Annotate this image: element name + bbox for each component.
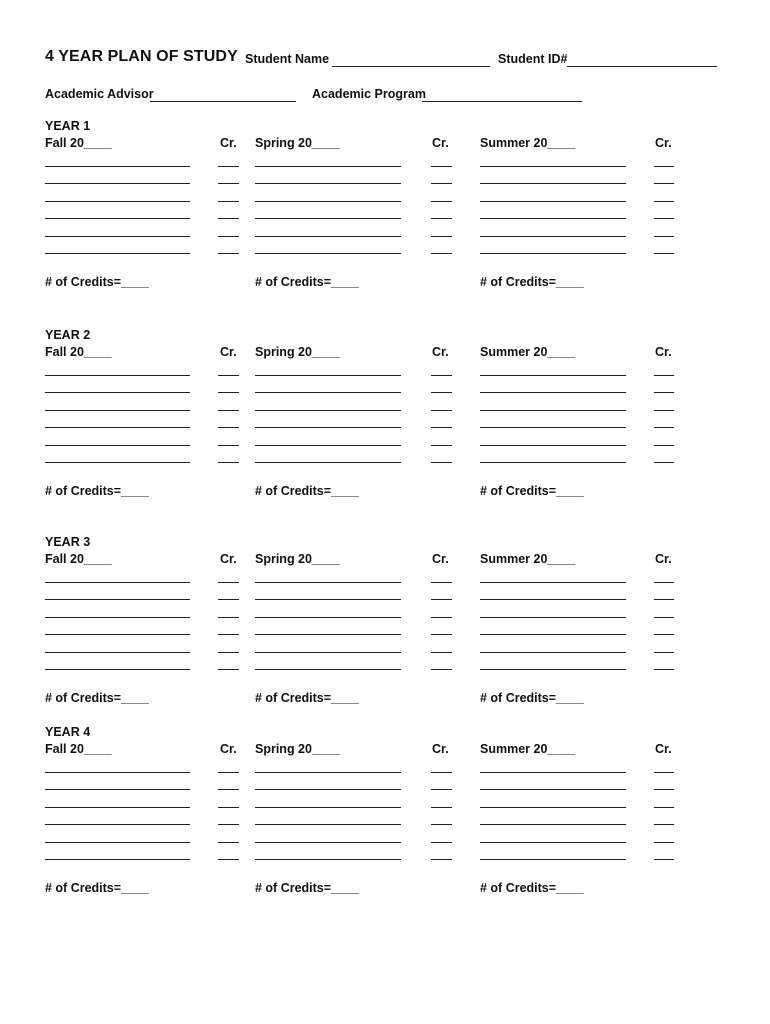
credit-line[interactable] [218, 807, 239, 808]
credit-line[interactable] [654, 634, 674, 635]
course-line[interactable] [45, 166, 190, 167]
course-line[interactable] [45, 617, 190, 618]
credit-line[interactable] [218, 772, 239, 773]
course-line[interactable] [45, 410, 190, 411]
course-line[interactable] [480, 392, 626, 393]
credits-total: # of Credits=____ [45, 484, 149, 498]
student-name-label: Student Name [245, 52, 330, 66]
credit-line[interactable] [654, 183, 674, 184]
credit-line[interactable] [218, 462, 239, 463]
credit-column-label: Cr. [220, 552, 237, 566]
course-line[interactable] [480, 772, 626, 773]
course-line[interactable] [45, 807, 190, 808]
year-label: YEAR 4 [45, 725, 91, 739]
program-field[interactable] [422, 101, 582, 102]
course-line[interactable] [45, 236, 190, 237]
course-line[interactable] [255, 462, 401, 463]
credit-line[interactable] [218, 183, 239, 184]
course-line[interactable] [45, 218, 190, 219]
credit-line[interactable] [218, 789, 239, 790]
credit-line[interactable] [654, 772, 674, 773]
credit-line[interactable] [654, 236, 674, 237]
course-line[interactable] [480, 669, 626, 670]
credit-line[interactable] [654, 582, 674, 583]
credit-line[interactable] [431, 669, 452, 670]
credit-line[interactable] [431, 236, 452, 237]
course-line[interactable] [255, 634, 401, 635]
course-line[interactable] [45, 183, 190, 184]
credit-line[interactable] [218, 392, 239, 393]
course-line[interactable] [45, 842, 190, 843]
course-line[interactable] [480, 183, 626, 184]
advisor-field[interactable] [150, 101, 296, 102]
course-line[interactable] [255, 218, 401, 219]
credit-column-label: Cr. [655, 742, 672, 756]
course-line[interactable] [45, 789, 190, 790]
credits-total: # of Credits=____ [45, 881, 149, 895]
student-id-label: Student ID# [498, 52, 568, 66]
credit-column-label: Cr. [655, 136, 672, 150]
course-line[interactable] [480, 201, 626, 202]
course-line[interactable] [45, 462, 190, 463]
credit-line[interactable] [431, 253, 452, 254]
credit-line[interactable] [218, 669, 239, 670]
term-label: Summer 20____ [480, 742, 576, 756]
credit-line[interactable] [654, 669, 674, 670]
course-line[interactable] [45, 669, 190, 670]
credit-line[interactable] [218, 201, 239, 202]
course-line[interactable] [255, 617, 401, 618]
credit-line[interactable] [431, 218, 452, 219]
course-line[interactable] [45, 445, 190, 446]
credit-line[interactable] [431, 634, 452, 635]
term-label: Summer 20____ [480, 552, 576, 566]
credit-line[interactable] [218, 617, 239, 618]
credit-column-label: Cr. [220, 345, 237, 359]
course-line[interactable] [255, 669, 401, 670]
credits-total: # of Credits=____ [255, 691, 359, 705]
course-line[interactable] [45, 824, 190, 825]
course-line[interactable] [480, 652, 626, 653]
course-line[interactable] [480, 253, 626, 254]
credits-total: # of Credits=____ [45, 275, 149, 289]
credit-line[interactable] [654, 201, 674, 202]
course-line[interactable] [255, 824, 401, 825]
credit-line[interactable] [218, 634, 239, 635]
course-line[interactable] [45, 427, 190, 428]
credits-total: # of Credits=____ [480, 881, 584, 895]
credit-line[interactable] [654, 218, 674, 219]
term-label: Spring 20____ [255, 742, 340, 756]
credit-line[interactable] [654, 253, 674, 254]
course-line[interactable] [45, 582, 190, 583]
credit-line[interactable] [431, 462, 452, 463]
credits-total: # of Credits=____ [255, 881, 359, 895]
course-line[interactable] [480, 427, 626, 428]
year-label: YEAR 2 [45, 328, 91, 342]
credit-line[interactable] [654, 859, 674, 860]
course-line[interactable] [45, 375, 190, 376]
course-line[interactable] [255, 183, 401, 184]
credit-line[interactable] [431, 410, 452, 411]
course-line[interactable] [255, 253, 401, 254]
credit-line[interactable] [654, 392, 674, 393]
course-line[interactable] [255, 652, 401, 653]
course-line[interactable] [480, 842, 626, 843]
credit-line[interactable] [431, 445, 452, 446]
student-name-field[interactable] [332, 66, 490, 67]
credit-line[interactable] [218, 253, 239, 254]
term-label: Spring 20____ [255, 136, 340, 150]
credit-line[interactable] [654, 824, 674, 825]
credit-line[interactable] [218, 445, 239, 446]
course-line[interactable] [255, 201, 401, 202]
credit-line[interactable] [218, 427, 239, 428]
credit-line[interactable] [431, 824, 452, 825]
credit-line[interactable] [654, 445, 674, 446]
course-line[interactable] [255, 236, 401, 237]
year-label: YEAR 3 [45, 535, 91, 549]
term-label: Summer 20____ [480, 136, 576, 150]
term-label: Fall 20____ [45, 742, 112, 756]
course-line[interactable] [255, 859, 401, 860]
credit-line[interactable] [218, 824, 239, 825]
course-line[interactable] [45, 652, 190, 653]
term-label: Fall 20____ [45, 345, 112, 359]
course-line[interactable] [255, 842, 401, 843]
credit-column-label: Cr. [220, 136, 237, 150]
credits-total: # of Credits=____ [255, 275, 359, 289]
course-line[interactable] [480, 599, 626, 600]
course-line[interactable] [255, 445, 401, 446]
year-section [0, 725, 770, 925]
advisor-label: Academic Advisor [45, 87, 154, 101]
course-line[interactable] [255, 392, 401, 393]
credit-line[interactable] [654, 652, 674, 653]
course-line[interactable] [255, 166, 401, 167]
credits-total: # of Credits=____ [480, 275, 584, 289]
year-section [0, 328, 770, 528]
credit-line[interactable] [218, 166, 239, 167]
credit-line[interactable] [654, 410, 674, 411]
credit-line[interactable] [431, 789, 452, 790]
credit-line[interactable] [431, 375, 452, 376]
course-line[interactable] [480, 617, 626, 618]
course-line[interactable] [45, 599, 190, 600]
course-line[interactable] [45, 634, 190, 635]
course-line[interactable] [45, 201, 190, 202]
course-line[interactable] [255, 807, 401, 808]
student-id-field[interactable] [567, 66, 717, 67]
course-line[interactable] [255, 772, 401, 773]
credit-column-label: Cr. [655, 552, 672, 566]
credit-column-label: Cr. [220, 742, 237, 756]
credit-line[interactable] [431, 772, 452, 773]
course-line[interactable] [45, 859, 190, 860]
credit-line[interactable] [654, 617, 674, 618]
course-line[interactable] [480, 166, 626, 167]
term-label: Fall 20____ [45, 136, 112, 150]
credit-line[interactable] [431, 183, 452, 184]
term-label: Summer 20____ [480, 345, 576, 359]
course-line[interactable] [255, 375, 401, 376]
term-label: Spring 20____ [255, 552, 340, 566]
credit-line[interactable] [431, 201, 452, 202]
credit-line[interactable] [431, 842, 452, 843]
course-line[interactable] [480, 859, 626, 860]
credit-line[interactable] [654, 807, 674, 808]
credit-line[interactable] [431, 617, 452, 618]
credits-total: # of Credits=____ [255, 484, 359, 498]
year-label: YEAR 1 [45, 119, 91, 133]
credit-line[interactable] [218, 582, 239, 583]
credit-line[interactable] [431, 166, 452, 167]
course-line[interactable] [480, 462, 626, 463]
credit-line[interactable] [218, 652, 239, 653]
form-title: 4 YEAR PLAN OF STUDY [45, 48, 238, 65]
credit-line[interactable] [218, 599, 239, 600]
course-line[interactable] [255, 599, 401, 600]
program-label: Academic Program [312, 87, 426, 101]
course-line[interactable] [480, 410, 626, 411]
credits-total: # of Credits=____ [480, 484, 584, 498]
credit-column-label: Cr. [432, 742, 449, 756]
course-line[interactable] [255, 410, 401, 411]
credit-line[interactable] [218, 375, 239, 376]
credit-line[interactable] [654, 599, 674, 600]
credit-line[interactable] [431, 392, 452, 393]
credit-line[interactable] [431, 427, 452, 428]
credit-line[interactable] [431, 652, 452, 653]
term-label: Spring 20____ [255, 345, 340, 359]
credit-line[interactable] [218, 859, 239, 860]
credit-line[interactable] [218, 218, 239, 219]
credit-column-label: Cr. [432, 552, 449, 566]
year-section [0, 535, 770, 735]
credit-column-label: Cr. [432, 136, 449, 150]
course-line[interactable] [480, 789, 626, 790]
course-line[interactable] [480, 824, 626, 825]
course-line[interactable] [480, 807, 626, 808]
credit-column-label: Cr. [655, 345, 672, 359]
credit-line[interactable] [218, 842, 239, 843]
term-label: Fall 20____ [45, 552, 112, 566]
credit-line[interactable] [654, 375, 674, 376]
course-line[interactable] [45, 772, 190, 773]
credit-line[interactable] [431, 807, 452, 808]
credit-line[interactable] [654, 427, 674, 428]
credit-line[interactable] [431, 582, 452, 583]
course-line[interactable] [480, 236, 626, 237]
course-line[interactable] [45, 392, 190, 393]
credit-line[interactable] [218, 410, 239, 411]
credit-line[interactable] [431, 859, 452, 860]
course-line[interactable] [480, 375, 626, 376]
credits-total: # of Credits=____ [480, 691, 584, 705]
credit-line[interactable] [654, 789, 674, 790]
credit-line[interactable] [654, 842, 674, 843]
credit-line[interactable] [654, 166, 674, 167]
credit-line[interactable] [218, 236, 239, 237]
course-line[interactable] [480, 218, 626, 219]
credit-column-label: Cr. [432, 345, 449, 359]
course-line[interactable] [480, 634, 626, 635]
credit-line[interactable] [431, 599, 452, 600]
course-line[interactable] [480, 582, 626, 583]
course-line[interactable] [45, 253, 190, 254]
course-line[interactable] [255, 427, 401, 428]
credits-total: # of Credits=____ [45, 691, 149, 705]
course-line[interactable] [255, 789, 401, 790]
course-line[interactable] [480, 445, 626, 446]
course-line[interactable] [255, 582, 401, 583]
credit-line[interactable] [654, 462, 674, 463]
year-section [0, 119, 770, 319]
